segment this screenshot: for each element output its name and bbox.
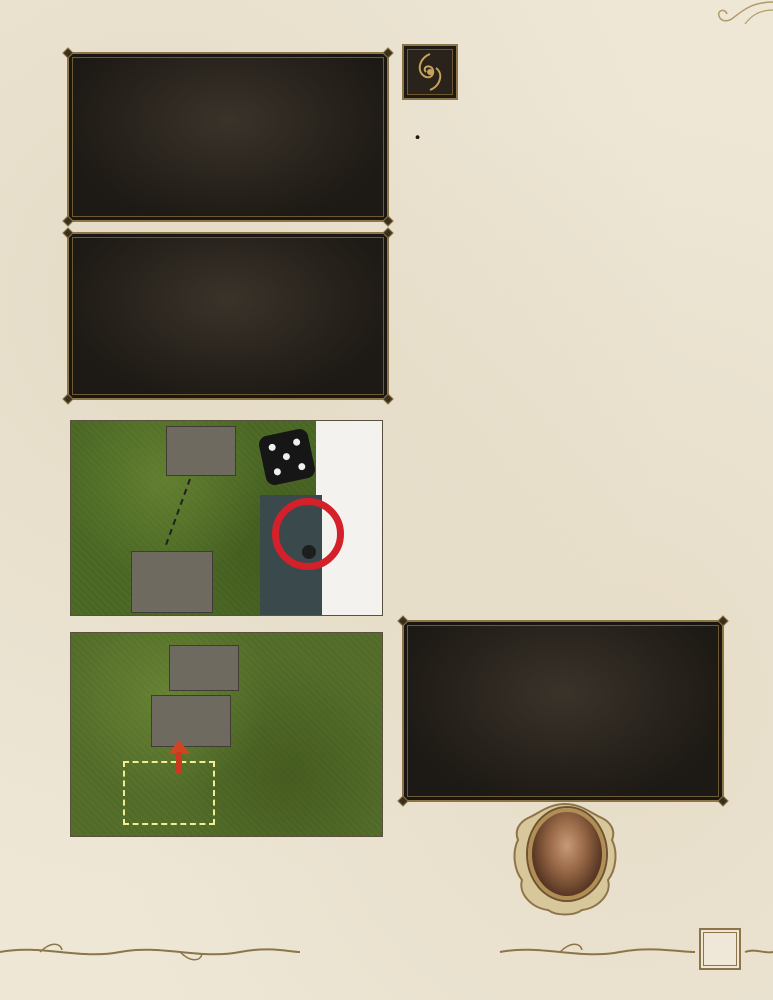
red-unit-tray [169,645,239,691]
arrow-shaft [176,752,182,774]
page-number-frame [699,928,741,970]
highlight-ring-icon [272,498,344,570]
grey-unit-tray [151,695,231,747]
photo-advance-failed [70,632,383,837]
charge-box [402,620,724,802]
character-portrait [528,808,606,900]
red-unit-tray [166,426,236,476]
dice-icon [257,427,316,486]
start-position-rect [123,761,215,825]
grey-unit-tray [131,551,213,613]
disorderly-advance-box [67,52,389,222]
failed-advance-box [67,232,389,400]
corner-flourish-icon [673,0,773,40]
footer-ornament-icon [0,932,773,972]
heading-emblem-icon [402,44,458,100]
